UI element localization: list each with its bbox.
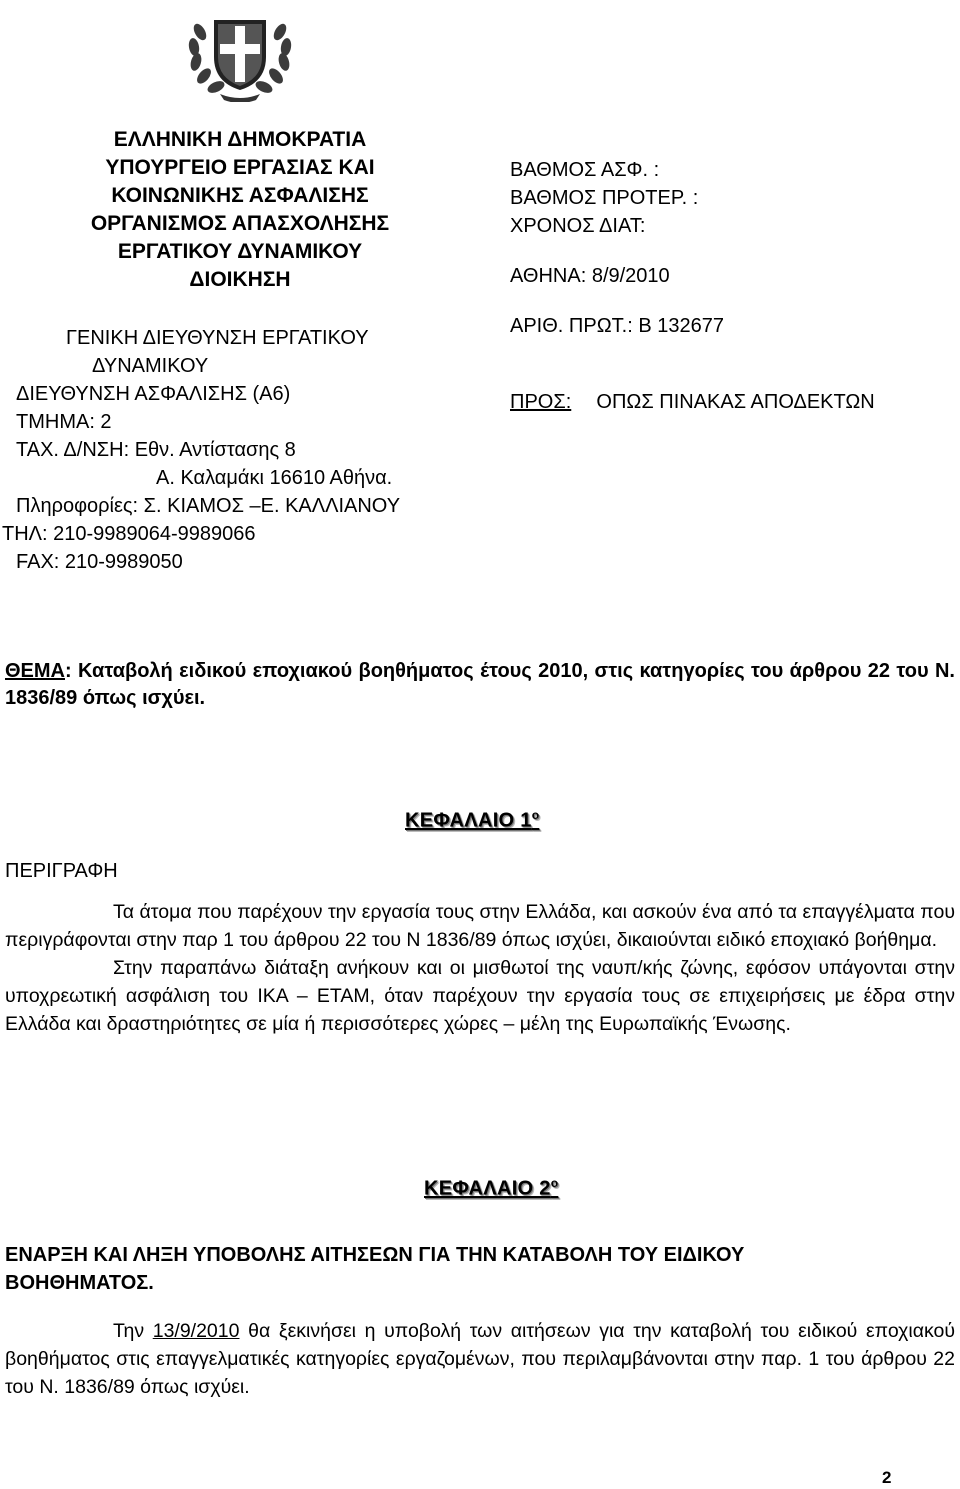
service-line: ΤΑΧ. Δ/ΝΣΗ: Εθν. Αντίστασης 8: [16, 439, 296, 461]
subject-label: ΘΕΜΑ: [5, 660, 65, 682]
service-line: ΤΜΗΜΑ: 2: [16, 411, 112, 433]
chapter-2-heading: ΕΝΑΡΞΗ ΚΑΙ ΛΗΞΗ ΥΠΟΒΟΛΗΣ ΑΙΤΗΣΕΩΝ ΓΙΑ ΤΗΝ ΚΑΤΑΒΟΛΗ ΤΟΥ ΕΙΔΙΚΟΥ ΒΟΗΘΗΜΑΤΟΣ.: [5, 1244, 745, 1294]
document-date: ΑΘΗΝΑ: 8/9/2010: [510, 265, 670, 287]
chapter-2-title: ΚΕΦΑΛΑΙΟ $2^o$: [424, 1176, 559, 1200]
service-line: ΤΗΛ: 210-9989064-9989066: [2, 523, 256, 545]
ministry-header: [0, 126, 480, 294]
ministry-line: ΟΡΓΑΝΙΣΜΟΣ ΑΠΑΣΧΟΛΗΣΗΣ: [90, 212, 390, 235]
ministry-line: ΥΠΟΥΡΓΕΙΟ ΕΡΓΑΣΙΑΣ ΚΑΙ: [105, 156, 375, 179]
paragraph: Στην παραπάνω διάταξη ανήκουν και οι μισθωτοί της ναυπ/κής ζώνης, εφόσον υπάγονται στην υποχρεωτική ασφάλιση του ΙΚΑ – ΕΤΑΜ, όταν παρέχουν την εργασία τους σε επιχειρήσεις με έδρα στην Ελλάδα και δραστηριότητες σε μία ή περισσότερες χώρες – μέλη της Ευρωπαϊκής Ένωσης.: [5, 957, 955, 1035]
chapter-2-body: [5, 1317, 955, 1401]
paragraph: Την 13/9/2010 θα ξεκινήσει η υποβολή των αιτήσεων για την καταβολή του ειδικού εποχιακού βοηθήματος στις επαγγελματικές κατηγορίες εργαζομένων, που περιλαμβάνονται στην παρ. 1 του άρθρου 22 του Ν. 1836/89 όπως ισχύει.: [5, 1320, 956, 1398]
ministry-line: ΔΙΟΙΚΗΣΗ: [189, 268, 291, 291]
page-number: 2: [882, 1468, 892, 1487]
recipients-label: ΠΡΟΣ:: [510, 391, 572, 413]
chapter-1-body: [5, 898, 955, 1038]
service-line: Πληροφορίες: Σ. ΚΙΑΜΟΣ –Ε. ΚΑΛΛΙΑΝΟΥ: [16, 495, 401, 517]
priority-grade: ΒΑΘΜΟΣ ΠΡΟΤΕΡ. :: [510, 187, 699, 209]
service-line: Α. Καλαμάκι 16610 Αθήνα.: [156, 467, 393, 489]
start-date: 13/9/2010: [152, 1320, 240, 1342]
chapter-1-heading: ΠΕΡΙΓΡΑΦΗ: [5, 860, 118, 882]
service-line: ΓΕΝΙΚΗ ΔΙΕΥΘΥΝΣΗ ΕΡΓΑΤΙΚΟΥ: [66, 327, 369, 349]
service-line: ΔΙΕΥΘΥΝΣΗ ΑΣΦΑΛΙΣΗΣ (Α6): [16, 383, 291, 405]
retention-time: ΧΡΟΝΟΣ ΔΙΑΤ:: [510, 215, 646, 237]
paragraph: Τα άτομα που παρέχουν την εργασία τους στην Ελλάδα, και ασκούν ένα από τα επαγγέλματα που περιγράφονται στην παρ 1 του άρθρου 22 του Ν 1836/89 όπως ισχύει, δικαιούνται ειδικό εποχιακό βοήθημα.: [5, 901, 955, 951]
coat-of-arms-emblem: [180, 2, 300, 102]
service-line: FAX: 210-9989050: [16, 551, 183, 573]
subject-text: : Καταβολή ειδικού εποχιακού βοηθήματος έτους 2010, στις κατηγορίες του άρθρου 22 του Ν. 1836/89 όπως ισχύει.: [5, 660, 955, 709]
ministry-line: ΕΡΓΑΤΙΚΟΥ ΔΥΝΑΜΙΚΟΥ: [117, 240, 363, 263]
recipients-value: ΟΠΩΣ ΠΙΝΑΚΑΣ ΑΠΟΔΕΚΤΩΝ: [596, 391, 875, 413]
security-grade: ΒΑΘΜΟΣ ΑΣΦ. :: [510, 159, 660, 181]
ministry-line: ΕΛΛΗΝΙΚΗ ΔΗΜΟΚΡΑΤΙΑ: [113, 128, 367, 151]
chapter-1-title: ΚΕΦΑΛΑΙΟ $1^o$: [405, 808, 540, 832]
subject: [5, 658, 955, 712]
protocol-number: ΑΡΙΘ. ΠΡΩΤ.: Β 132677: [510, 315, 724, 337]
ministry-line: ΚΟΙΝΩΝΙΚΗΣ ΑΣΦΑΛΙΣΗΣ: [111, 184, 369, 207]
service-line: ΔΥΝΑΜΙΚΟΥ: [92, 355, 209, 377]
recipients: [510, 388, 875, 416]
